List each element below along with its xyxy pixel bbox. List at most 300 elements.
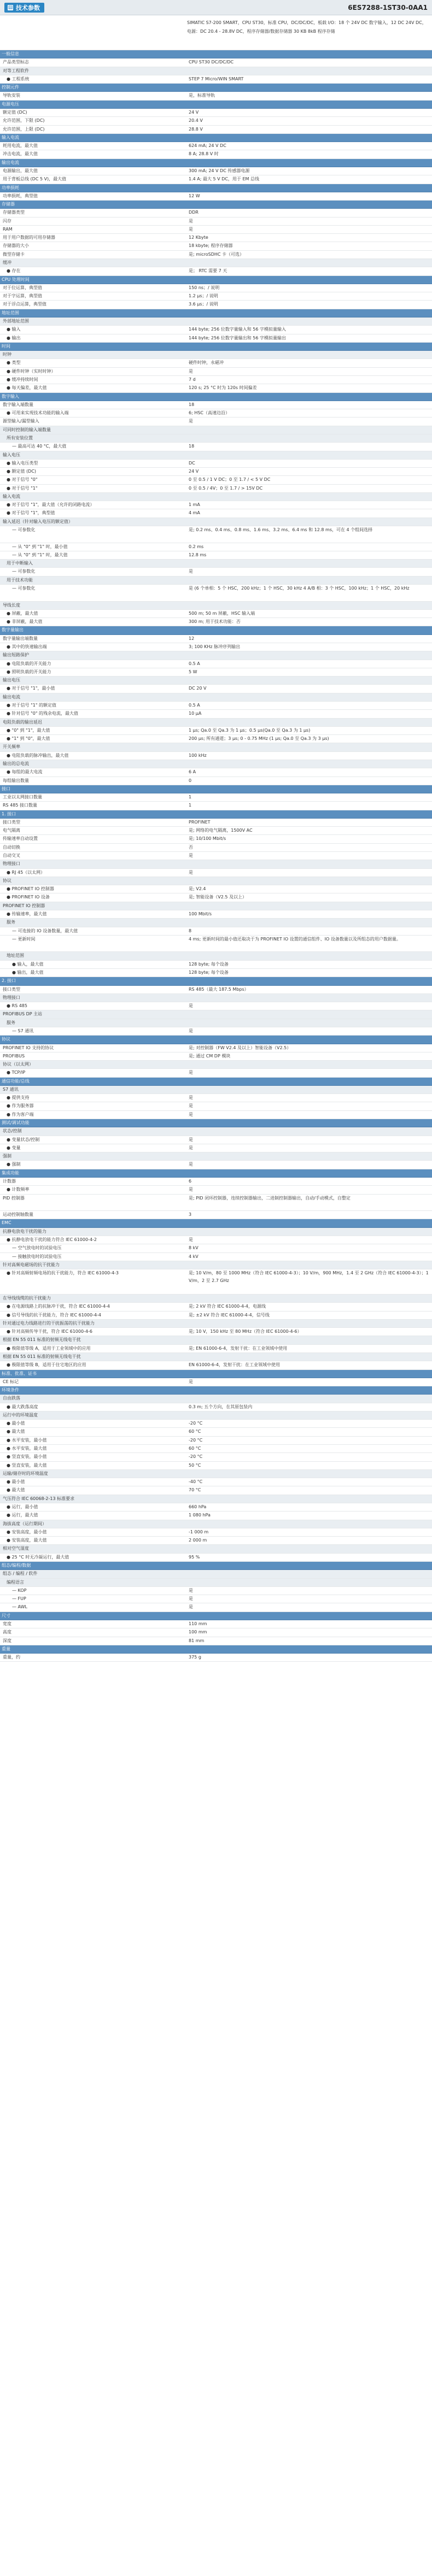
spec-row — [0, 509, 432, 517]
spec-label: ● 安装高度，最小值 — [7, 1529, 47, 1534]
spec-value: 是 — [189, 1070, 193, 1075]
spec-label: ● 对于信号 "1" 的额定值 — [7, 702, 57, 708]
section-header — [0, 134, 432, 142]
subsection-row — [0, 1395, 432, 1403]
spec-row — [0, 643, 432, 651]
spec-value — [187, 518, 432, 526]
subsection-row — [0, 902, 432, 910]
spec-row — [0, 1094, 432, 1102]
section-title: EMC — [2, 1220, 11, 1226]
spec-row — [0, 1453, 432, 1461]
subsection-row — [0, 952, 432, 960]
section-title: 一般信息 — [2, 51, 19, 56]
spec-label: ● 变量状态/控制 — [7, 1137, 40, 1142]
spec-value — [187, 451, 432, 459]
spec-label: 针对高频电磁场的抗干扰能力 — [3, 1262, 60, 1267]
spec-label: RAM — [3, 226, 13, 232]
spec-value: RS 485（最大 187.5 Mbps） — [189, 986, 249, 992]
spec-value: 是 — [189, 1145, 193, 1150]
spec-label: 输出电压 — [3, 678, 20, 683]
spec-label: 计数器 — [3, 1179, 16, 1184]
spec-label: 对于浮点运算，典型值 — [3, 302, 46, 307]
spec-label: ● TCP/IP — [7, 1070, 26, 1075]
spec-row — [0, 1102, 432, 1110]
spec-value — [187, 1395, 432, 1402]
spec-value: DDR — [189, 210, 199, 215]
spec-label: ● 存在 — [7, 268, 21, 274]
spec-value: 144 byte; 256 位数字量输出和 56 字模拟量输出 — [189, 335, 286, 340]
spec-value: 200 µs; 所有通道；3 µs; 0 - 0.75 MHz (1 µs; Qa.0 至 Qa.3 为 3 µs) — [189, 736, 329, 742]
spec-value: 是，标准导轨 — [189, 93, 215, 98]
spec-label: ● "0" 到 "1"，最大值 — [7, 727, 50, 733]
spec-value: 20.4 V — [189, 118, 203, 123]
spec-row — [0, 685, 432, 693]
section-header — [0, 101, 432, 109]
spec-value — [187, 877, 432, 885]
spec-value: 6 — [189, 1179, 192, 1184]
spec-value: 120 s; 25 °C 时为 120s 时间偏差 — [189, 385, 257, 391]
spec-label: 用于中断输入 — [7, 561, 33, 566]
product-code: 6ES7288-1ST30-0AA1 — [348, 3, 428, 11]
spec-value: 是 — [189, 569, 193, 574]
spec-label: — S7 通讯 — [12, 1028, 34, 1033]
spec-row — [0, 1478, 432, 1486]
spec-label: ● 输入，最大值 — [12, 961, 44, 967]
spec-row — [0, 885, 432, 893]
spec-row — [0, 526, 432, 543]
spec-label: ● 竖直安装，最小值 — [7, 1454, 47, 1460]
spec-label: ● 运行，最小值 — [7, 1504, 38, 1510]
spec-value — [187, 351, 432, 358]
spec-value — [187, 1127, 432, 1135]
spec-row — [0, 1654, 432, 1662]
spec-label: 缓冲 — [3, 260, 11, 266]
spec-value: DC 20 V — [189, 686, 207, 691]
spec-label: 功率损耗，典型值 — [3, 193, 38, 198]
section-title: 重量 — [2, 1646, 10, 1651]
section-header — [0, 50, 432, 58]
description-spacer — [0, 15, 187, 50]
spec-label: ● 输出，最大值 — [12, 969, 44, 975]
section-header — [0, 1119, 432, 1127]
spec-label: 耗用电流，最大值 — [3, 143, 38, 149]
spec-row — [0, 1378, 432, 1386]
spec-row — [0, 409, 432, 417]
spec-label: 气压符合 IEC 60068-2-13 标准要求 — [3, 1496, 75, 1501]
spec-row — [0, 284, 432, 292]
section-title: 输入电流 — [2, 134, 19, 140]
subsection-row — [0, 860, 432, 868]
spec-value: 24 V — [189, 469, 199, 474]
section-title: 时间 — [2, 343, 10, 349]
spec-row — [0, 368, 432, 376]
spec-label: S7 通讯 — [3, 1086, 19, 1092]
spec-value: 是 — [189, 368, 193, 374]
spec-row — [0, 1052, 432, 1061]
spec-label: — AWL — [12, 1604, 27, 1610]
spec-row — [0, 668, 432, 677]
spec-label: ● 提供支持 — [7, 1095, 30, 1101]
spec-row — [0, 175, 432, 184]
section-title: 协议 — [2, 1037, 10, 1042]
spec-row — [0, 75, 432, 84]
spec-label: ● 传输速率，最大值 — [7, 911, 47, 916]
spec-row — [0, 251, 432, 259]
subsection-row — [0, 693, 432, 702]
spec-row — [0, 1637, 432, 1645]
section-title: 数字输入 — [2, 393, 19, 399]
spec-value: 0.5 A — [189, 702, 200, 708]
spec-row — [0, 217, 432, 226]
spec-row — [0, 1537, 432, 1545]
spec-row — [0, 727, 432, 735]
spec-value: 70 °C — [189, 1487, 201, 1493]
spec-value — [187, 317, 432, 325]
spec-value: 是 — [189, 1604, 193, 1610]
spec-label: ● 变量 — [7, 1145, 21, 1150]
spec-value: 12 — [189, 636, 195, 641]
spec-value: 1.2 µs；/ 说明 — [189, 293, 218, 299]
spec-value: 150 ns；/ 说明 — [189, 285, 220, 290]
spec-row — [0, 1445, 432, 1453]
spec-row — [0, 1002, 432, 1010]
spec-value: 100 mm — [189, 1630, 207, 1635]
spec-value: 300 m; 用于技术功能：否 — [189, 619, 241, 625]
spec-row — [0, 301, 432, 309]
spec-value: 是; EN 61000-6-4，发射干扰：在工业领域中使用 — [189, 1345, 288, 1351]
spec-value: 1.4 A; 最大 5 V DC，用于 EM 总线 — [189, 177, 259, 182]
spec-row — [0, 986, 432, 994]
subsection-row — [0, 1353, 432, 1361]
spec-label: ● 缓冲持续时间 — [7, 377, 38, 382]
spec-value: 否 — [189, 844, 193, 850]
spec-label: 高度 — [3, 1630, 11, 1635]
spec-label: 地址范围 — [7, 953, 24, 958]
spec-value — [187, 1295, 432, 1302]
spec-value: 是 — [189, 1111, 193, 1117]
spec-value: 12 Kbyte — [189, 235, 208, 240]
spec-label: 自由跌落 — [3, 1396, 20, 1401]
spec-label: 服务 — [7, 1020, 15, 1025]
subsection-row — [0, 1086, 432, 1094]
section-title: 电源电压 — [2, 101, 19, 107]
subsection-row — [0, 1545, 432, 1553]
spec-label: ● 其中的快速输出端 — [7, 644, 47, 649]
subsection-row — [0, 451, 432, 460]
spec-label: 导轨安装 — [3, 93, 20, 98]
spec-value: 10 µA — [189, 711, 202, 716]
spec-row — [0, 551, 432, 560]
spec-value: 4 ms; 更新时间的最小值还取决于为 PROFINET IO 设置的通信组件、IO 设备数量以及所组态的用户数据量。 — [189, 936, 401, 942]
subsection-row — [0, 1010, 432, 1019]
subsection-row — [0, 560, 432, 568]
spec-row — [0, 1111, 432, 1119]
spec-label: 工业以太网接口数量 — [3, 795, 42, 800]
spec-row — [0, 1178, 432, 1186]
spec-label: 冲击电流，最大值 — [3, 151, 38, 157]
spec-value: 8 A; 28.8 V 时 — [189, 151, 219, 157]
spec-value — [187, 743, 432, 751]
spec-label: — 可连接的 IO 设备数量，最大值 — [12, 928, 78, 933]
spec-value: 是 — [189, 1095, 193, 1101]
spec-label: 抗静电放电干扰的能力 — [3, 1228, 46, 1234]
spec-label: ● 输出 — [7, 335, 21, 340]
section-header — [0, 1219, 432, 1227]
spec-label: ● 每组的最大电流 — [7, 769, 43, 775]
spec-label: ● 计数频率 — [7, 1187, 30, 1192]
spec-row — [0, 485, 432, 493]
spec-label: — 从 "0" 到 "1" 时，最小值 — [12, 544, 68, 549]
subsection-row — [0, 877, 432, 885]
spec-row — [0, 384, 432, 392]
spec-row — [0, 1428, 432, 1436]
spec-value: 是 — [189, 1137, 193, 1142]
spec-label: ● 对于信号 "0" — [7, 477, 38, 483]
spec-label: 可同时控制的输入端数量 — [3, 427, 51, 432]
spec-row — [0, 1186, 432, 1194]
spec-value: -20 °C — [189, 1454, 203, 1460]
spec-value: 0.2 ms — [189, 544, 204, 549]
subsection-row — [0, 1411, 432, 1420]
subsection-row — [0, 1261, 432, 1269]
spec-value: 81 mm — [189, 1638, 205, 1643]
spec-label: ● 针对高频射频电场的抗干扰能力，符合 IEC 61000-4-3 — [7, 1271, 119, 1276]
spec-value: 1 mA — [189, 502, 200, 508]
spec-row — [0, 1603, 432, 1612]
spec-label: CE 标记 — [3, 1379, 19, 1384]
spec-label: ● 水平安装，最大值 — [7, 1446, 47, 1451]
spec-label: ● 极限值等级 A，适用于工业领域中的应用 — [7, 1345, 91, 1351]
section-title: 组态/编程/数据 — [2, 1562, 31, 1568]
spec-value — [187, 1579, 432, 1586]
spec-value: 是; 网络的电气隔离，1500V AC — [189, 828, 253, 833]
subsection-row — [0, 760, 432, 768]
spec-label: 输出电流 — [3, 694, 20, 699]
subsection-row — [0, 577, 432, 585]
spec-label: 深度 — [3, 1638, 11, 1643]
spec-label: ● 对于信号 "1"，典型值 — [7, 510, 55, 516]
spec-row — [0, 142, 432, 150]
spec-label: ● 运行，最大值 — [7, 1513, 38, 1518]
spec-label: 所有安装位置 — [7, 435, 33, 440]
spec-label: ● 对于信号 "1"，最小值 — [7, 686, 55, 691]
section-header — [0, 810, 432, 819]
spec-value: -20 °C — [189, 1421, 203, 1426]
section-header — [0, 184, 432, 192]
spec-value: -1 000 m — [189, 1529, 209, 1534]
spec-row — [0, 735, 432, 743]
spec-value: 是; microSDHC 卡（可选） — [189, 251, 244, 257]
section-title: 1. 接口 — [2, 811, 16, 816]
spec-value: CPU ST30 DC/DC/DC — [189, 60, 234, 65]
header-left — [4, 3, 44, 13]
subsection-row — [0, 1470, 432, 1478]
spec-row — [0, 376, 432, 384]
product-description: SIMATIC S7-200 SMART，CPU ST30，标准 CPU，DC/DC/DC，板载 I/O：18 个 24V DC 数字输入，12 DC 24V DC，电源：DC 20.4 - 28.8V DC，程序存储器/数据存储器 30 KB 8kB 程序存储 — [187, 20, 427, 34]
spec-label: PROFINET IO 支持的协议 — [3, 1045, 54, 1050]
spec-row — [0, 326, 432, 334]
spec-value: 6 A — [189, 769, 196, 775]
spec-row — [0, 1161, 432, 1169]
spec-value — [187, 919, 432, 926]
spec-value: 是; 10 V，150 kHz 至 80 MHz（符合 IEC 61000-4-6） — [189, 1329, 302, 1334]
spec-label: ● 额定值 (DC) — [7, 469, 37, 474]
spec-value: 硬件时钟，永磁冲 — [189, 360, 224, 366]
spec-row — [0, 835, 432, 843]
spec-label: ● 强制 — [7, 1162, 21, 1167]
spec-row — [0, 150, 432, 158]
spec-label: — KOP — [12, 1587, 27, 1593]
tech-params-badge — [4, 3, 44, 13]
section-title: 环境条件 — [2, 1387, 19, 1393]
spec-value: 是; 2 kV 符合 IEC 61000-4-4，电源线 — [189, 1304, 266, 1309]
spec-label: 相对空气湿度 — [3, 1546, 29, 1551]
spec-row — [0, 1528, 432, 1537]
spec-label: — 更新时间 — [12, 936, 36, 942]
section-header — [0, 309, 432, 317]
section-title: 2. 接口 — [2, 978, 16, 984]
spec-label: — 从 "0" 到 "1" 时，最大值 — [12, 552, 68, 557]
spec-label: ● 可用来实现技术功能的输入端 — [7, 410, 69, 416]
spec-value: 是 — [189, 1587, 193, 1593]
spec-label: 源型输入/漏型输入 — [3, 419, 39, 424]
section-header — [0, 159, 432, 167]
spec-row — [0, 793, 432, 802]
spec-row — [0, 1437, 432, 1445]
spec-label: 对等工程软件 — [3, 68, 29, 73]
spec-row — [0, 1069, 432, 1077]
spec-label: PID 控制器 — [3, 1195, 25, 1201]
spec-value: 0.5 A — [189, 661, 200, 666]
spec-label: PROFIBUS — [3, 1053, 25, 1058]
spec-value: 是; 0.2 ms、0.4 ms、0.8 ms、1.6 ms、3.2 ms、6.4 ms 和 12.8 ms，可在 4 个组间选择 — [189, 527, 373, 533]
subsection-row — [0, 1295, 432, 1303]
spec-value: PROFINET — [189, 819, 211, 825]
spec-row — [0, 359, 432, 367]
section-title: 控制元件 — [2, 85, 19, 90]
spec-label: 协议 — [3, 878, 11, 883]
spec-label: 接口类型 — [3, 986, 20, 992]
spec-row — [0, 1554, 432, 1562]
spec-label: 产品类型标志 — [3, 60, 29, 65]
spec-label: ● 屏蔽，最大值 — [7, 610, 38, 616]
spec-row — [0, 58, 432, 67]
spec-label: 时钟 — [3, 352, 11, 357]
spec-label: — 可参数化 — [12, 569, 36, 574]
spec-value: 是 — [189, 226, 193, 232]
spec-label: — 空气放电时的试验电压 — [12, 1245, 62, 1251]
spec-value — [187, 1061, 432, 1068]
spec-value: -20 °C — [189, 1437, 203, 1443]
spec-label: ● PROFINET IO 控制器 — [7, 886, 54, 892]
spec-row — [0, 92, 432, 100]
spec-value: 是 — [189, 869, 193, 875]
spec-label: ● 最小值 — [7, 1421, 25, 1426]
spec-label: ● 照明负载的开关能力 — [7, 669, 51, 674]
spec-label: 导线长度 — [3, 602, 20, 608]
spec-row — [0, 852, 432, 860]
spec-row — [0, 117, 432, 125]
section-header — [0, 1078, 432, 1086]
spec-label: 输入电流 — [3, 493, 20, 499]
section-title: 接口 — [2, 786, 10, 791]
spec-label: ● 针对高频传导干扰，符合 IEC 61000-4-6 — [7, 1329, 93, 1334]
section-header — [0, 393, 432, 401]
spec-value: 95 % — [189, 1554, 200, 1560]
spec-row — [0, 910, 432, 919]
spec-value: 4 mA — [189, 510, 200, 516]
spec-label: 传输速率自动设置 — [3, 836, 38, 842]
spec-value: 500 m; 50 m 屏蔽，HSC 输入端 — [189, 610, 255, 616]
spec-label: ● 作为服务器 — [7, 1103, 34, 1109]
spec-label: ● 在电源线路上的抗脉冲干扰，符合 IEC 61000-4-4 — [7, 1304, 110, 1309]
section-header — [0, 201, 432, 209]
spec-row — [0, 1503, 432, 1512]
section-header — [0, 343, 432, 351]
spec-value: 是 — [189, 853, 193, 858]
spec-label: 开关频率 — [3, 744, 20, 750]
spec-value — [187, 1228, 432, 1236]
spec-label: — FUP — [12, 1596, 26, 1602]
spec-value: 12.8 ms — [189, 552, 207, 557]
subsection-row — [0, 259, 432, 267]
spec-value: 是; 通过 CM DP 模块 — [189, 1053, 231, 1058]
spec-label: 闪存 — [3, 218, 11, 224]
spec-row — [0, 1345, 432, 1353]
spec-value — [187, 1411, 432, 1419]
spec-row — [0, 1512, 432, 1520]
spec-value: 60 °C — [189, 1446, 201, 1451]
spec-value — [187, 1152, 432, 1160]
spec-value: 624 mA; 24 V DC — [189, 143, 226, 149]
spec-label: ● 25 °C 时无冷凝运行，最大值 — [7, 1554, 69, 1560]
spec-row — [0, 242, 432, 250]
spec-label: — 可参数化 — [12, 586, 36, 591]
section-header — [0, 1036, 432, 1044]
spec-label: 强制 — [3, 1154, 11, 1159]
spec-row — [0, 1195, 432, 1211]
spec-row — [0, 610, 432, 618]
spec-value — [187, 1010, 432, 1018]
spec-row — [0, 1361, 432, 1369]
subsection-row — [0, 426, 432, 434]
spec-label: ● 对于信号 "1" — [7, 485, 38, 491]
subsection-row — [0, 434, 432, 443]
spec-row — [0, 167, 432, 175]
spec-label: 运输/储存时的环境温度 — [3, 1471, 48, 1476]
spec-label: 允许范围，上限 (DC) — [3, 126, 45, 132]
section-title: 数字量输出 — [2, 627, 24, 633]
spec-label: 输出短路保护 — [3, 652, 29, 658]
spec-value — [187, 1336, 432, 1344]
spec-row — [0, 209, 432, 217]
spec-row — [0, 476, 432, 484]
spec-row — [0, 501, 432, 509]
spec-value: 28.8 V — [189, 126, 203, 132]
spec-label: 电阻负载的输出延迟 — [3, 719, 42, 725]
section-header — [0, 1169, 432, 1178]
spec-label: ● 对于信号 "1"，最大值（允许的闭路电流） — [7, 502, 95, 508]
spec-value: 18 — [189, 444, 195, 449]
spec-label: 输出的总电流 — [3, 761, 29, 766]
subsection-row — [0, 677, 432, 685]
badge-label: 技术参数 — [16, 4, 40, 11]
spec-row — [0, 819, 432, 827]
spec-row — [0, 1211, 432, 1219]
spec-row — [0, 267, 432, 275]
spec-value: 是; ±2 kV 符合 IEC 61000-4-4，信号线 — [189, 1312, 270, 1318]
spec-row — [0, 1420, 432, 1428]
